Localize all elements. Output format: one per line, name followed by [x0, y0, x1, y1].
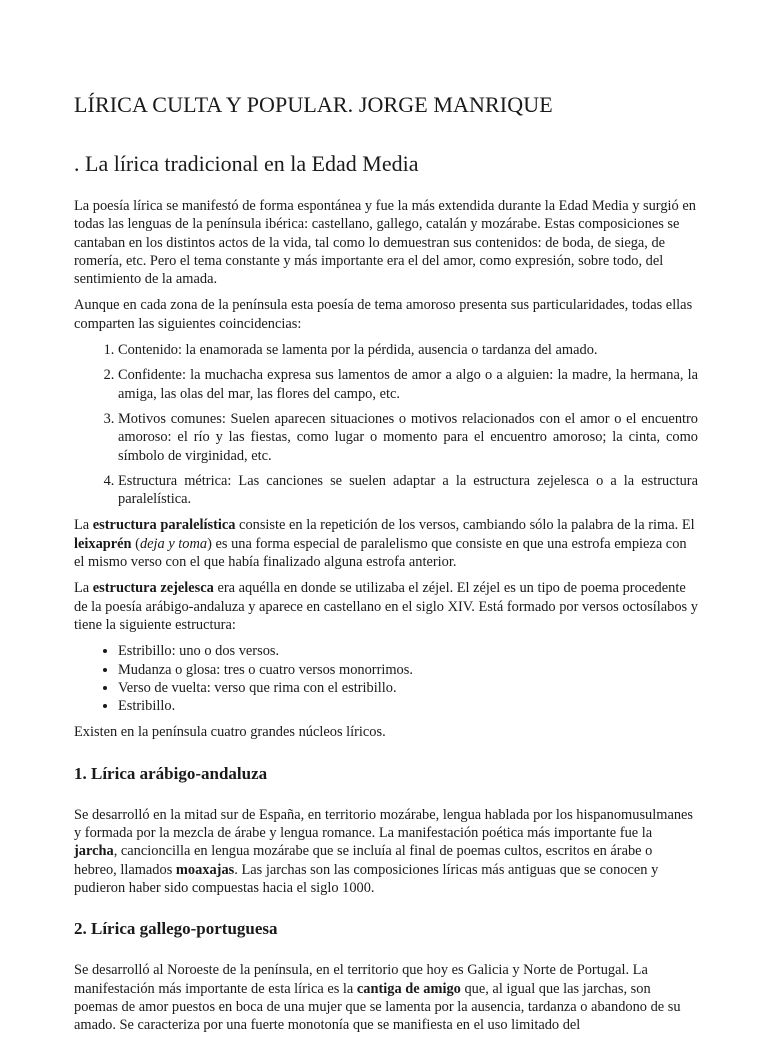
list-item: 4. Estructura métrica: Las canciones se suelen adaptar a la estructura zejelesca o a la estructura paralelística.: [118, 472, 698, 509]
bold-term: estructura paralelística: [92, 517, 236, 534]
text-span: ) es una forma especial de paralelismo que consiste en que una estrofa empieza con el mismo verso con el que había finalizado alguna estrofa anterior.: [74, 535, 687, 571]
text-span: Se desarrolló en la mitad sur de España, en territorio mozárabe, lengua hablada por los hispanomusulmanes y formada por la mezcla de árabe y lengua romance. La manifestación poética más importante fue la: [74, 806, 694, 842]
paragraph-intro: La poesía lírica se manifestó de forma espontánea y fue la más extendida durante la Edad Media y surgió en todas las lenguas de la península ibérica: castellano, gallego, catalán y mozárabe. Estas composiciones se cantaban en los distintos actos de la vida, tal como lo demuestran sus contenidos: de boda, de siega, de romería, etc. Pero el tema constante y más importante era el del amor, como expresión, sobre todo, del sentimiento de la amada.: [74, 198, 696, 288]
paragraph-estructura-zejelesca: [74, 579, 698, 634]
paragraph-estructura-paralelistica: [74, 516, 698, 571]
text-span: que, al igual que las jarchas, son poemas de amor puestos en boca de una mujer que se lamenta por la ausencia, tardanza o abandono de su amado. Se caracteriza por una fuerte monotonía que se manifiesta en el uso limitado del: [74, 980, 681, 1034]
bold-term: leixaprén: [74, 535, 132, 552]
text-span: (: [131, 535, 140, 552]
paragraph-nucleos: Existen en la península cuatro grandes núcleos líricos.: [74, 724, 386, 741]
text-span: Se desarrolló al Noroeste de la península, en el territorio que hoy es Galicia y Norte de Portugal. La manifestación más importante de esta lírica es la: [74, 962, 648, 997]
text-span: era aquélla en donde se utilizaba el zéjel. El zéjel es un tipo de poema procedente de la poesía arábigo-andaluza y aparece en castellano en el siglo XIV. Está formado por versos octosílabos y tiene la siguiente estructura:: [74, 580, 698, 633]
text-span: consiste en la repetición de los versos, cambiando sólo la palabra de la rima. El: [235, 517, 695, 534]
list-item: • Estribillo.: [118, 697, 698, 715]
zejel-structure-list: [74, 642, 698, 715]
list-item: • Verso de vuelta: verso que rima con el estribillo.: [118, 679, 698, 697]
list-item: 3. Motivos comunes: Suelen aparecen situaciones o motivos relacionados con el amor o el encuentro amoroso: el río y las fiestas, como lugar o momento para el encuentro amoroso; la cinta, como símbolo de virginidad, etc.: [118, 410, 698, 465]
list-item: • Mudanza o glosa: tres o cuatro versos monorrimos.: [118, 661, 698, 679]
text-span: . Las jarchas son las composiciones líricas más antiguas que se conocen y pudieron haber sido compuestas hacia el siglo 1000.: [74, 861, 659, 896]
text-span: , cancioncilla en lengua mozárabe que se incluía al final de poemas cultos, escritos en árabe o hebreo, llamados: [74, 843, 653, 878]
bold-term: jarcha: [74, 843, 114, 860]
document-title: LÍRICA CULTA Y POPULAR. JORGE MANRIQUE: [74, 92, 553, 117]
section-heading-lirica-tradicional: . La lírica tradicional en la Edad Media: [74, 151, 419, 176]
paragraph-gallego-portuguesa: [74, 961, 698, 1034]
list-item: • Estribillo: uno o dos versos.: [118, 642, 698, 660]
bold-term: estructura zejelesca: [92, 580, 214, 597]
section-heading-arabigo-andaluza: 1. Lírica arábigo-andaluza: [74, 763, 268, 783]
paragraph-arabigo-andaluza: [74, 806, 698, 897]
document-content: [74, 92, 698, 1042]
list-item: 1. Contenido: la enamorada se lamenta por la pérdida, ausencia o tardanza del amado.: [118, 341, 698, 359]
list-item: 2. Confidente: la muchacha expresa sus lamentos de amor a algo o a alguien: la madre, la hermana, la amiga, las olas del mar, las flores del campo, etc.: [118, 366, 698, 403]
italic-term: deja y toma: [139, 535, 208, 552]
section-heading-gallego-portuguesa: 2. Lírica gallego-portuguesa: [74, 919, 278, 939]
bold-term: moaxajas: [175, 861, 235, 878]
bold-term: cantiga de amigo: [356, 980, 461, 997]
text-span: La: [74, 580, 93, 597]
paragraph-coincidencias: Aunque en cada zona de la península esta poesía de tema amoroso presenta sus particularidades, todas ellas comparten las siguientes coincidencias:: [74, 297, 693, 332]
coincidencias-list: [74, 341, 698, 508]
text-span: La: [74, 517, 93, 534]
